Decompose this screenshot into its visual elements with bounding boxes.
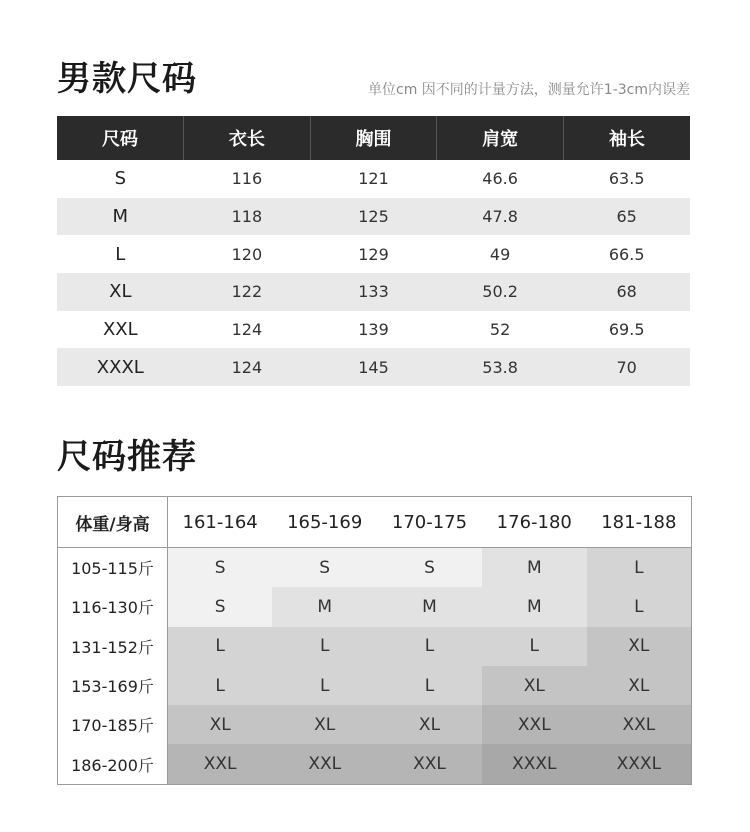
recommended-size-cell: L (377, 627, 482, 666)
shoulder-cell: 49 (489, 244, 511, 264)
table-row (57, 198, 690, 236)
measurement-note: 单位cm 因不同的计量方法，测量允许1-3cm内误差 (368, 82, 690, 98)
table-row (58, 744, 692, 784)
recommended-size-cell: XL (377, 705, 482, 744)
sleeve-cell: 68 (563, 273, 690, 311)
recommended-size-cell: L (168, 666, 273, 705)
length-cell: 116 (231, 169, 263, 189)
table-row (58, 587, 692, 626)
recommendation-title: 尺码推荐 (57, 437, 197, 477)
shoulder-cell: 47.8 (437, 198, 564, 236)
recommended-size-cell: XL (482, 666, 587, 705)
length-cell: 118 (184, 198, 311, 236)
size-cell: M (57, 198, 184, 236)
table-row (58, 705, 692, 744)
recommended-size-cell: S (168, 587, 273, 626)
recommended-size-cell: XXXL (482, 744, 587, 784)
header-size: 尺码 (57, 116, 184, 160)
recommended-size-cell: L (272, 627, 377, 666)
weight-height-header: 体重/身高 (58, 497, 168, 548)
recommended-size-cell: S (168, 548, 273, 588)
recommended-size-cell: L (168, 627, 273, 666)
recommended-size-cell: XXL (272, 744, 377, 784)
size-recommendation-table (57, 496, 692, 785)
recommendation-header-row (58, 497, 692, 548)
size-cell: S (114, 168, 127, 190)
recommended-size-cell: M (482, 548, 587, 588)
recommended-size-cell: M (377, 587, 482, 626)
sleeve-cell: 70 (563, 348, 690, 386)
chest-cell: 121 (358, 169, 389, 189)
table-row (57, 235, 690, 273)
chest-cell: 129 (358, 244, 389, 264)
length-cell: 122 (184, 273, 311, 311)
height-range-header: 176-180 (482, 497, 587, 548)
weight-range-cell: 170-185斤 (58, 705, 168, 744)
recommended-size-cell: L (587, 548, 692, 588)
sleeve-cell: 65 (563, 198, 690, 236)
size-cell: XXL (102, 319, 138, 341)
sleeve-cell: 63.5 (608, 169, 645, 189)
shoulder-cell: 52 (489, 320, 511, 340)
shoulder-cell: 46.6 (482, 169, 518, 189)
height-range-header: 165-169 (272, 497, 377, 548)
table-row (58, 627, 692, 666)
recommended-size-cell: XXL (168, 744, 273, 784)
chest-cell: 145 (310, 348, 437, 386)
chest-cell: 125 (310, 198, 437, 236)
length-cell: 124 (231, 320, 263, 340)
recommended-size-cell: M (272, 587, 377, 626)
recommended-size-cell: S (272, 548, 377, 588)
recommended-size-cell: XL (587, 666, 692, 705)
recommended-size-cell: L (377, 666, 482, 705)
table-row (57, 160, 690, 198)
recommended-size-cell: M (482, 587, 587, 626)
header-length: 衣长 (184, 116, 311, 160)
length-cell: 124 (184, 348, 311, 386)
size-cell: XL (57, 273, 184, 311)
recommended-size-cell: L (482, 627, 587, 666)
weight-range-cell: 131-152斤 (58, 627, 168, 666)
header-shoulder: 肩宽 (437, 116, 564, 160)
recommended-size-cell: XXL (587, 705, 692, 744)
length-cell: 120 (231, 244, 263, 264)
chest-cell: 133 (310, 273, 437, 311)
recommended-size-cell: XXL (377, 744, 482, 784)
weight-range-cell: 186-200斤 (58, 744, 168, 784)
sleeve-cell: 69.5 (608, 320, 645, 340)
height-range-header: 161-164 (168, 497, 273, 548)
recommended-size-cell: L (587, 587, 692, 626)
recommended-size-cell: XL (272, 705, 377, 744)
recommended-size-cell: S (377, 548, 482, 588)
table-row (57, 311, 690, 349)
table-row (57, 273, 690, 311)
size-chart-header-row (57, 116, 690, 160)
size-chart-title: 男款尺码 (57, 59, 197, 99)
header-chest: 胸围 (310, 116, 437, 160)
recommended-size-cell: XXXL (587, 744, 692, 784)
size-cell: XXXL (57, 348, 184, 386)
header-sleeve: 袖长 (563, 116, 690, 160)
shoulder-cell: 53.8 (437, 348, 564, 386)
recommended-size-cell: XL (168, 705, 273, 744)
size-cell: L (115, 243, 126, 265)
weight-range-cell: 153-169斤 (58, 666, 168, 705)
recommended-size-cell: XXL (482, 705, 587, 744)
table-row (58, 666, 692, 705)
height-range-header: 181-188 (587, 497, 692, 548)
recommended-size-cell: XL (587, 627, 692, 666)
height-range-header: 170-175 (377, 497, 482, 548)
table-row (58, 548, 692, 588)
chest-cell: 139 (358, 320, 389, 340)
recommended-size-cell: L (272, 666, 377, 705)
table-row (57, 348, 690, 386)
weight-range-cell: 105-115斤 (58, 548, 168, 588)
sleeve-cell: 66.5 (608, 244, 645, 264)
weight-range-cell: 116-130斤 (58, 587, 168, 626)
size-chart-table (57, 116, 690, 386)
shoulder-cell: 50.2 (437, 273, 564, 311)
